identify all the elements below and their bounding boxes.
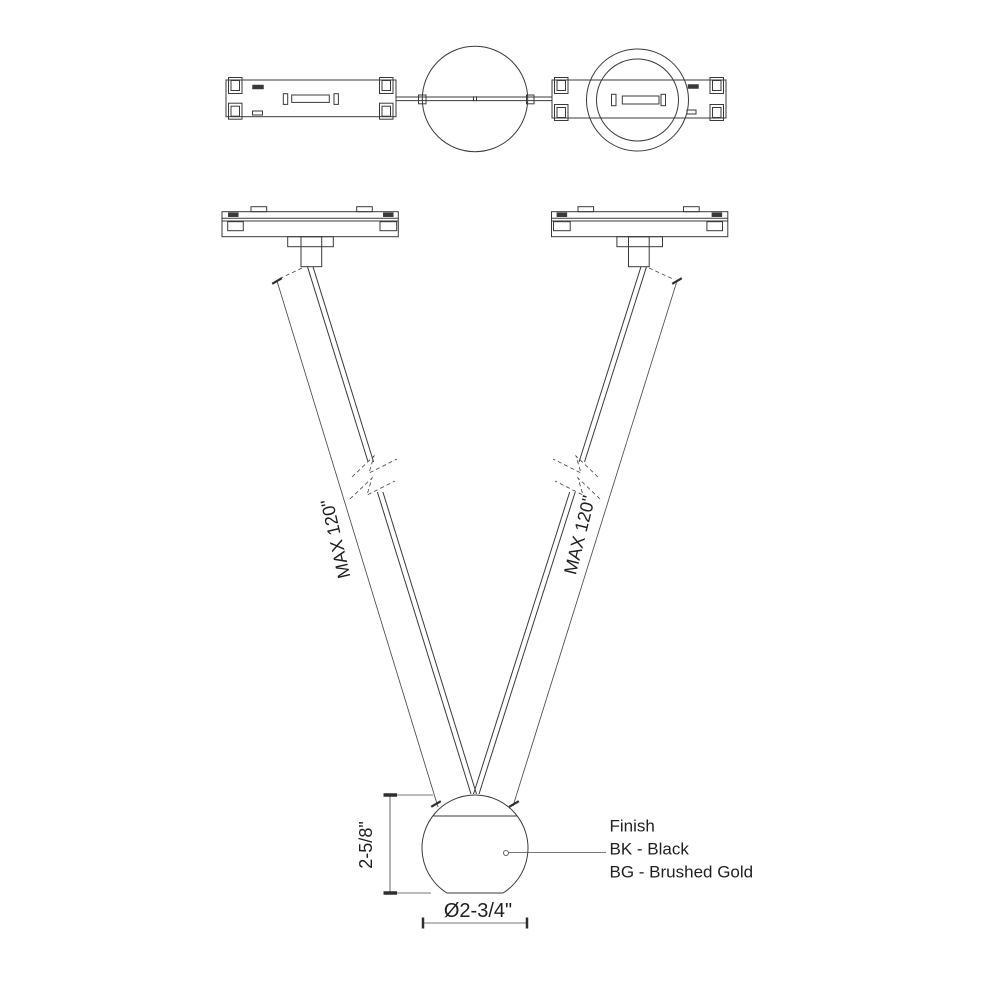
flange: [288, 237, 334, 247]
clip: [380, 222, 397, 231]
max-length-label-right: MAX 120": [560, 493, 600, 577]
dimension-line: [277, 281, 438, 807]
stem: [301, 237, 322, 267]
height-dimension-label: 2-5/8": [356, 821, 376, 869]
finish-heading: Finish: [609, 816, 655, 836]
break-symbol-right: [553, 456, 600, 499]
mounting-tab: [251, 207, 267, 212]
connecting-rod-top-view: [396, 95, 552, 104]
break-symbol-left: [350, 456, 397, 499]
dimension-diameter: [423, 900, 527, 929]
dimension-max-left: [272, 268, 441, 807]
dimension-line: [513, 281, 677, 806]
clip: [228, 222, 244, 231]
sphere-body: [422, 795, 528, 893]
mounting-canopy-left-side-view: [222, 207, 398, 267]
slot-mark: [687, 110, 696, 114]
slot-mark: [253, 85, 264, 89]
mounting-tab: [684, 207, 700, 212]
dimension-tick: [272, 278, 282, 284]
stem: [629, 237, 650, 267]
finish-option-bk: BK - Black: [609, 839, 689, 859]
center-slot: [622, 96, 659, 104]
extension-line: [649, 268, 673, 279]
mounting-tab: [357, 207, 373, 212]
dimension-max-right: [509, 268, 682, 807]
diameter-dimension-label: Ø2-3/4": [443, 900, 513, 922]
mounting-tab: [578, 207, 594, 212]
extension-line: [279, 268, 302, 279]
dimension-height: [356, 795, 433, 893]
flange: [617, 237, 663, 247]
mounting-canopy-right-side-view: [552, 207, 728, 267]
round-canopy-top-view: [587, 49, 689, 151]
dimension-tick: [431, 801, 441, 807]
suspension-cable-right: [474, 267, 647, 794]
finish-callout: [504, 817, 754, 882]
clip: [554, 222, 571, 231]
max-length-label-left: MAX 120": [316, 497, 355, 581]
leader-dot: [504, 851, 509, 856]
clip: [707, 222, 723, 231]
slot-mark: [688, 85, 699, 89]
track-adapter-right-top-view: [552, 78, 726, 121]
sphere-top-view: [422, 46, 527, 151]
dimension-tick: [672, 278, 682, 284]
top-view: [226, 46, 726, 151]
track-adapter-left-top-view: [226, 78, 396, 120]
slot-mark: [253, 111, 263, 115]
finish-option-bg: BG - Brushed Gold: [609, 862, 754, 882]
pendant-sphere: [422, 795, 528, 893]
center-slot: [292, 95, 330, 102]
